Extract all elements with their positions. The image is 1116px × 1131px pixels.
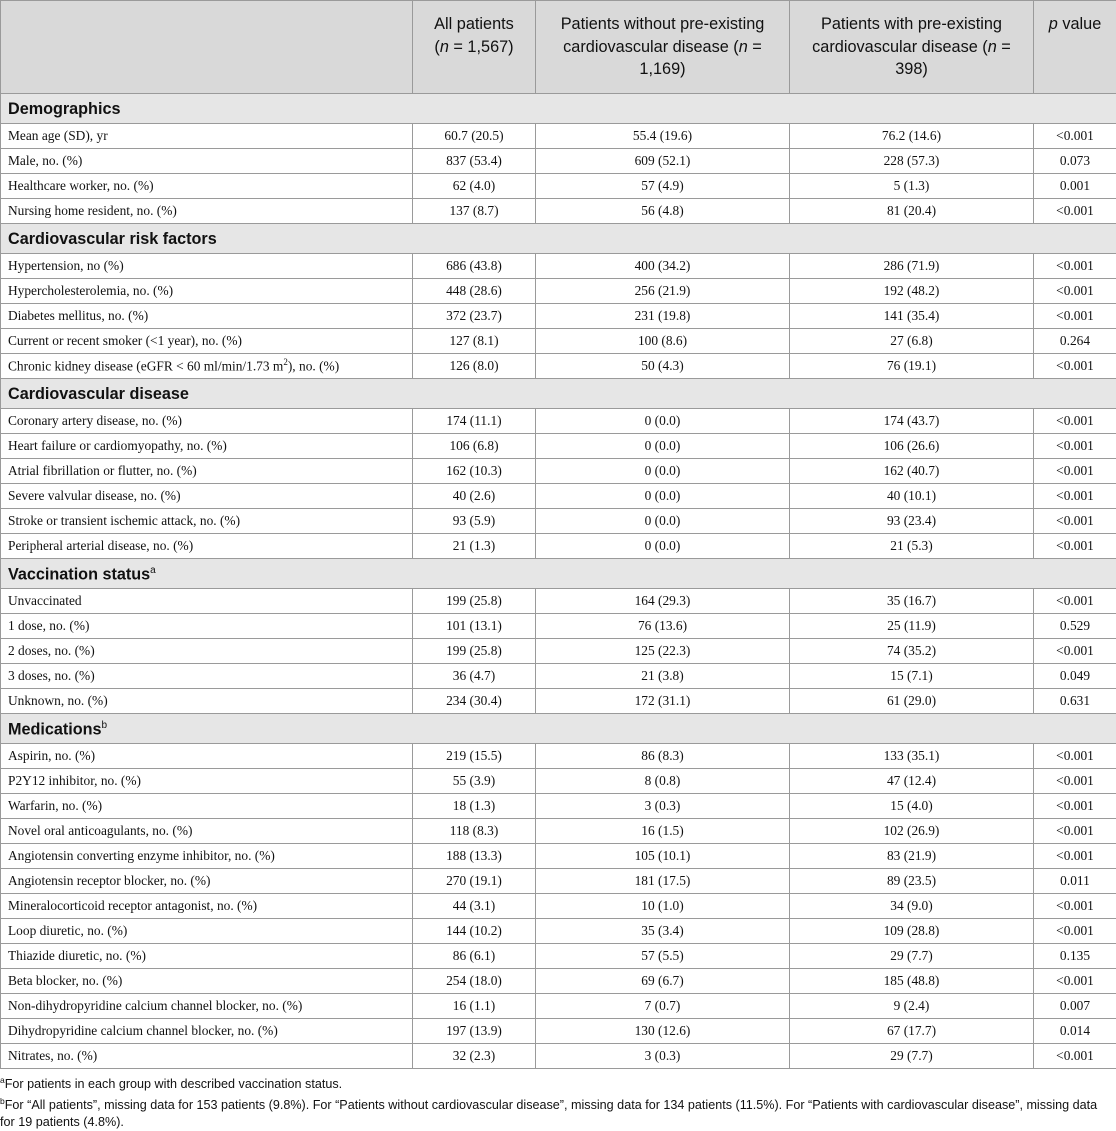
table-row bbox=[1, 254, 1116, 279]
table-row bbox=[1, 354, 1116, 379]
p-value: <0.001 bbox=[1034, 819, 1116, 844]
table-row bbox=[1, 304, 1116, 329]
value-with-cvd: 228 (57.3) bbox=[790, 149, 1034, 174]
p-value: <0.001 bbox=[1034, 509, 1116, 534]
value-with-cvd: 192 (48.2) bbox=[790, 279, 1034, 304]
table-row bbox=[1, 409, 1116, 434]
value-all: 270 (19.1) bbox=[413, 869, 536, 894]
value-all: 55 (3.9) bbox=[413, 769, 536, 794]
table-row bbox=[1, 844, 1116, 869]
value-all: 101 (13.1) bbox=[413, 614, 536, 639]
value-all: 62 (4.0) bbox=[413, 174, 536, 199]
p-value: <0.001 bbox=[1034, 304, 1116, 329]
row-label: 3 doses, no. (%) bbox=[1, 664, 413, 689]
row-label: Nitrates, no. (%) bbox=[1, 1044, 413, 1069]
section-row-cvd bbox=[1, 379, 1116, 409]
p-value: <0.001 bbox=[1034, 254, 1116, 279]
p-value: <0.001 bbox=[1034, 434, 1116, 459]
value-all: 16 (1.1) bbox=[413, 994, 536, 1019]
value-without-cvd: 0 (0.0) bbox=[536, 409, 790, 434]
p-value: <0.001 bbox=[1034, 124, 1116, 149]
value-with-cvd: 185 (48.8) bbox=[790, 969, 1034, 994]
value-without-cvd: 3 (0.3) bbox=[536, 1044, 790, 1069]
row-label: Angiotensin receptor blocker, no. (%) bbox=[1, 869, 413, 894]
value-without-cvd: 100 (8.6) bbox=[536, 329, 790, 354]
value-all: 837 (53.4) bbox=[413, 149, 536, 174]
value-with-cvd: 21 (5.3) bbox=[790, 534, 1034, 559]
value-with-cvd: 47 (12.4) bbox=[790, 769, 1034, 794]
p-value: <0.001 bbox=[1034, 459, 1116, 484]
p-value: <0.001 bbox=[1034, 589, 1116, 614]
value-with-cvd: 286 (71.9) bbox=[790, 254, 1034, 279]
table-footnotes bbox=[0, 1072, 1114, 1131]
section-heading: Cardiovascular risk factors bbox=[1, 224, 1116, 254]
p-value: 0.135 bbox=[1034, 944, 1116, 969]
table-row bbox=[1, 794, 1116, 819]
value-with-cvd: 25 (11.9) bbox=[790, 614, 1034, 639]
p-value: 0.011 bbox=[1034, 869, 1116, 894]
value-without-cvd: 125 (22.3) bbox=[536, 639, 790, 664]
row-label: Coronary artery disease, no. (%) bbox=[1, 409, 413, 434]
table-row bbox=[1, 279, 1116, 304]
row-label: Unknown, no. (%) bbox=[1, 689, 413, 714]
value-all: 199 (25.8) bbox=[413, 639, 536, 664]
value-all: 93 (5.9) bbox=[413, 509, 536, 534]
footnote-a: $^a$For patients in each group with described vaccination status. bbox=[0, 1072, 1114, 1093]
p-value: <0.001 bbox=[1034, 639, 1116, 664]
p-value: <0.001 bbox=[1034, 769, 1116, 794]
p-value: 0.014 bbox=[1034, 1019, 1116, 1044]
row-label: Thiazide diuretic, no. (%) bbox=[1, 944, 413, 969]
table-row bbox=[1, 894, 1116, 919]
value-all: 144 (10.2) bbox=[413, 919, 536, 944]
value-without-cvd: 7 (0.7) bbox=[536, 994, 790, 1019]
table-row bbox=[1, 614, 1116, 639]
value-with-cvd: 74 (35.2) bbox=[790, 639, 1034, 664]
table-row bbox=[1, 639, 1116, 664]
section-heading: Medications$^b$ bbox=[1, 714, 1116, 744]
value-without-cvd: 256 (21.9) bbox=[536, 279, 790, 304]
section-row-demographics bbox=[1, 94, 1116, 124]
value-without-cvd: 231 (19.8) bbox=[536, 304, 790, 329]
value-with-cvd: 15 (7.1) bbox=[790, 664, 1034, 689]
value-with-cvd: 15 (4.0) bbox=[790, 794, 1034, 819]
value-all: 44 (3.1) bbox=[413, 894, 536, 919]
value-all: 60.7 (20.5) bbox=[413, 124, 536, 149]
value-with-cvd: 29 (7.7) bbox=[790, 1044, 1034, 1069]
value-with-cvd: 61 (29.0) bbox=[790, 689, 1034, 714]
value-with-cvd: 76.2 (14.6) bbox=[790, 124, 1034, 149]
table-row bbox=[1, 124, 1116, 149]
p-value: <0.001 bbox=[1034, 794, 1116, 819]
value-all: 199 (25.8) bbox=[413, 589, 536, 614]
value-all: 21 (1.3) bbox=[413, 534, 536, 559]
section-row-vacc bbox=[1, 559, 1116, 589]
value-all: 36 (4.7) bbox=[413, 664, 536, 689]
row-label: 2 doses, no. (%) bbox=[1, 639, 413, 664]
p-value: <0.001 bbox=[1034, 894, 1116, 919]
table-row bbox=[1, 819, 1116, 844]
section-heading: Cardiovascular disease bbox=[1, 379, 1116, 409]
value-without-cvd: 69 (6.7) bbox=[536, 969, 790, 994]
value-without-cvd: 76 (13.6) bbox=[536, 614, 790, 639]
value-all: 188 (13.3) bbox=[413, 844, 536, 869]
row-label: Stroke or transient ischemic attack, no. (%) bbox=[1, 509, 413, 534]
row-label: 1 dose, no. (%) bbox=[1, 614, 413, 639]
row-label: P2Y12 inhibitor, no. (%) bbox=[1, 769, 413, 794]
value-with-cvd: 76 (19.1) bbox=[790, 354, 1034, 379]
header-all-patients: All patients (n = 1,567) bbox=[413, 1, 536, 94]
footnote-b: $^b$For “All patients”, missing data for 153 patients (9.8%). For “Patients without cardiovascular disease”, missing data for 134 patients (11.5%). For “Patients with cardiovascular disease”, missing data for 19 patients (4.8%). bbox=[0, 1093, 1114, 1131]
table-row bbox=[1, 944, 1116, 969]
p-value: <0.001 bbox=[1034, 919, 1116, 944]
section-heading: Vaccination status$^a$ bbox=[1, 559, 1116, 589]
value-with-cvd: 162 (40.7) bbox=[790, 459, 1034, 484]
p-value: <0.001 bbox=[1034, 279, 1116, 304]
value-all: 372 (23.7) bbox=[413, 304, 536, 329]
value-without-cvd: 10 (1.0) bbox=[536, 894, 790, 919]
value-without-cvd: 8 (0.8) bbox=[536, 769, 790, 794]
table-row bbox=[1, 174, 1116, 199]
value-with-cvd: 89 (23.5) bbox=[790, 869, 1034, 894]
value-all: 219 (15.5) bbox=[413, 744, 536, 769]
value-with-cvd: 141 (35.4) bbox=[790, 304, 1034, 329]
value-without-cvd: 0 (0.0) bbox=[536, 509, 790, 534]
value-without-cvd: 0 (0.0) bbox=[536, 484, 790, 509]
value-without-cvd: 164 (29.3) bbox=[536, 589, 790, 614]
table-row bbox=[1, 459, 1116, 484]
value-all: 86 (6.1) bbox=[413, 944, 536, 969]
value-with-cvd: 35 (16.7) bbox=[790, 589, 1034, 614]
value-with-cvd: 34 (9.0) bbox=[790, 894, 1034, 919]
value-with-cvd: 102 (26.9) bbox=[790, 819, 1034, 844]
p-value: 0.264 bbox=[1034, 329, 1116, 354]
header-blank bbox=[1, 1, 413, 94]
p-value: 0.529 bbox=[1034, 614, 1116, 639]
value-all: 137 (8.7) bbox=[413, 199, 536, 224]
value-without-cvd: 50 (4.3) bbox=[536, 354, 790, 379]
value-without-cvd: 105 (10.1) bbox=[536, 844, 790, 869]
p-value: <0.001 bbox=[1034, 354, 1116, 379]
value-without-cvd: 0 (0.0) bbox=[536, 434, 790, 459]
row-label: Hypercholesterolemia, no. (%) bbox=[1, 279, 413, 304]
row-label: Peripheral arterial disease, no. (%) bbox=[1, 534, 413, 559]
value-without-cvd: 57 (5.5) bbox=[536, 944, 790, 969]
table-body bbox=[1, 94, 1116, 1069]
value-with-cvd: 83 (21.9) bbox=[790, 844, 1034, 869]
value-all: 174 (11.1) bbox=[413, 409, 536, 434]
value-all: 254 (18.0) bbox=[413, 969, 536, 994]
value-with-cvd: 9 (2.4) bbox=[790, 994, 1034, 1019]
value-all: 448 (28.6) bbox=[413, 279, 536, 304]
row-label: Severe valvular disease, no. (%) bbox=[1, 484, 413, 509]
table-row bbox=[1, 509, 1116, 534]
p-value: 0.049 bbox=[1034, 664, 1116, 689]
table-row bbox=[1, 1019, 1116, 1044]
row-label: Dihydropyridine calcium channel blocker, no. (%) bbox=[1, 1019, 413, 1044]
value-without-cvd: 16 (1.5) bbox=[536, 819, 790, 844]
row-label: Nursing home resident, no. (%) bbox=[1, 199, 413, 224]
section-heading: Demographics bbox=[1, 94, 1116, 124]
row-label: Heart failure or cardiomyopathy, no. (%) bbox=[1, 434, 413, 459]
header-p-value: p value bbox=[1034, 1, 1116, 94]
table-row bbox=[1, 199, 1116, 224]
row-label: Atrial fibrillation or flutter, no. (%) bbox=[1, 459, 413, 484]
value-without-cvd: 35 (3.4) bbox=[536, 919, 790, 944]
table-row bbox=[1, 919, 1116, 944]
value-without-cvd: 181 (17.5) bbox=[536, 869, 790, 894]
row-label: Warfarin, no. (%) bbox=[1, 794, 413, 819]
value-without-cvd: 86 (8.3) bbox=[536, 744, 790, 769]
value-without-cvd: 56 (4.8) bbox=[536, 199, 790, 224]
value-all: 40 (2.6) bbox=[413, 484, 536, 509]
table-row bbox=[1, 434, 1116, 459]
table-row bbox=[1, 689, 1116, 714]
table-row bbox=[1, 534, 1116, 559]
value-without-cvd: 57 (4.9) bbox=[536, 174, 790, 199]
value-without-cvd: 609 (52.1) bbox=[536, 149, 790, 174]
value-without-cvd: 3 (0.3) bbox=[536, 794, 790, 819]
value-with-cvd: 81 (20.4) bbox=[790, 199, 1034, 224]
row-label: Mineralocorticoid receptor antagonist, no. (%) bbox=[1, 894, 413, 919]
value-all: 18 (1.3) bbox=[413, 794, 536, 819]
section-row-risk bbox=[1, 224, 1116, 254]
value-all: 126 (8.0) bbox=[413, 354, 536, 379]
row-label: Healthcare worker, no. (%) bbox=[1, 174, 413, 199]
row-label: Novel oral anticoagulants, no. (%) bbox=[1, 819, 413, 844]
row-label: Mean age (SD), yr bbox=[1, 124, 413, 149]
value-with-cvd: 5 (1.3) bbox=[790, 174, 1034, 199]
p-value: <0.001 bbox=[1034, 199, 1116, 224]
value-with-cvd: 109 (28.8) bbox=[790, 919, 1034, 944]
row-label: Diabetes mellitus, no. (%) bbox=[1, 304, 413, 329]
row-label: Hypertension, no (%) bbox=[1, 254, 413, 279]
value-without-cvd: 172 (31.1) bbox=[536, 689, 790, 714]
section-row-meds bbox=[1, 714, 1116, 744]
p-value: <0.001 bbox=[1034, 409, 1116, 434]
row-label: Male, no. (%) bbox=[1, 149, 413, 174]
value-without-cvd: 0 (0.0) bbox=[536, 459, 790, 484]
row-label: Beta blocker, no. (%) bbox=[1, 969, 413, 994]
table-row bbox=[1, 484, 1116, 509]
value-without-cvd: 400 (34.2) bbox=[536, 254, 790, 279]
table-row bbox=[1, 1044, 1116, 1069]
value-without-cvd: 55.4 (19.6) bbox=[536, 124, 790, 149]
table-row bbox=[1, 969, 1116, 994]
row-label: Chronic kidney disease (eGFR < 60 ml/min/1.73 $m^2$), no. (%) bbox=[1, 354, 413, 379]
table-row bbox=[1, 769, 1116, 794]
value-with-cvd: 27 (6.8) bbox=[790, 329, 1034, 354]
p-value: 0.001 bbox=[1034, 174, 1116, 199]
value-with-cvd: 67 (17.7) bbox=[790, 1019, 1034, 1044]
value-without-cvd: 0 (0.0) bbox=[536, 534, 790, 559]
row-label: Non-dihydropyridine calcium channel blocker, no. (%) bbox=[1, 994, 413, 1019]
value-all: 118 (8.3) bbox=[413, 819, 536, 844]
value-all: 197 (13.9) bbox=[413, 1019, 536, 1044]
value-with-cvd: 93 (23.4) bbox=[790, 509, 1034, 534]
value-with-cvd: 133 (35.1) bbox=[790, 744, 1034, 769]
header-without-cvd: Patients without pre-existing cardiovascular disease (n = 1,169) bbox=[536, 1, 790, 94]
p-value: 0.073 bbox=[1034, 149, 1116, 174]
table-row bbox=[1, 994, 1116, 1019]
row-label: Current or recent smoker (<1 year), no. (%) bbox=[1, 329, 413, 354]
table-row bbox=[1, 329, 1116, 354]
row-label: Loop diuretic, no. (%) bbox=[1, 919, 413, 944]
value-all: 686 (43.8) bbox=[413, 254, 536, 279]
table-row bbox=[1, 589, 1116, 614]
header-row bbox=[1, 1, 1116, 94]
p-value: <0.001 bbox=[1034, 484, 1116, 509]
value-all: 106 (6.8) bbox=[413, 434, 536, 459]
table-row bbox=[1, 664, 1116, 689]
value-with-cvd: 40 (10.1) bbox=[790, 484, 1034, 509]
value-all: 127 (8.1) bbox=[413, 329, 536, 354]
row-label: Aspirin, no. (%) bbox=[1, 744, 413, 769]
p-value: 0.631 bbox=[1034, 689, 1116, 714]
value-with-cvd: 29 (7.7) bbox=[790, 944, 1034, 969]
p-value: <0.001 bbox=[1034, 844, 1116, 869]
p-value: <0.001 bbox=[1034, 969, 1116, 994]
p-value: <0.001 bbox=[1034, 1044, 1116, 1069]
row-label: Angiotensin converting enzyme inhibitor, no. (%) bbox=[1, 844, 413, 869]
value-with-cvd: 174 (43.7) bbox=[790, 409, 1034, 434]
value-all: 32 (2.3) bbox=[413, 1044, 536, 1069]
value-with-cvd: 106 (26.6) bbox=[790, 434, 1034, 459]
row-label: Unvaccinated bbox=[1, 589, 413, 614]
table-row bbox=[1, 149, 1116, 174]
p-value: <0.001 bbox=[1034, 744, 1116, 769]
p-value: 0.007 bbox=[1034, 994, 1116, 1019]
p-value: <0.001 bbox=[1034, 534, 1116, 559]
value-without-cvd: 21 (3.8) bbox=[536, 664, 790, 689]
header-with-cvd: Patients with pre-existing cardiovascular disease (n = 398) bbox=[790, 1, 1034, 94]
value-without-cvd: 130 (12.6) bbox=[536, 1019, 790, 1044]
table-row bbox=[1, 744, 1116, 769]
value-all: 162 (10.3) bbox=[413, 459, 536, 484]
value-all: 234 (30.4) bbox=[413, 689, 536, 714]
table-row bbox=[1, 869, 1116, 894]
